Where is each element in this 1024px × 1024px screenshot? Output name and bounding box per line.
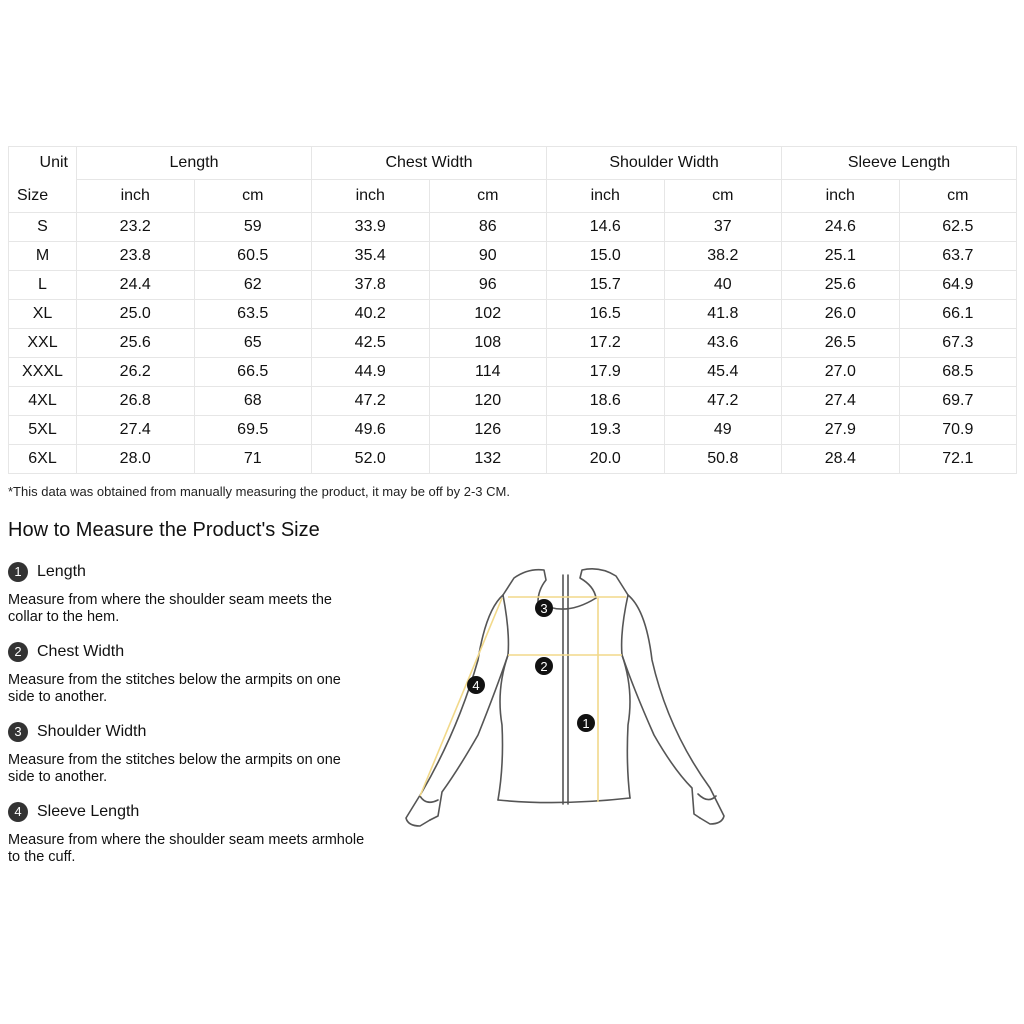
value-cell: 69.5 (194, 416, 312, 445)
table-row (9, 416, 1017, 445)
measure-lines (420, 597, 626, 802)
size-cell: XL (9, 300, 77, 329)
value-cell: 63.7 (899, 242, 1017, 271)
value-cell: 24.6 (782, 213, 900, 242)
value-cell: 26.8 (77, 387, 195, 416)
value-cell: 14.6 (547, 213, 665, 242)
value-cell: 43.6 (664, 329, 782, 358)
size-cell: 4XL (9, 387, 77, 416)
value-cell: 96 (429, 271, 547, 300)
value-cell: 17.9 (547, 358, 665, 387)
value-cell: 70.9 (899, 416, 1017, 445)
step-description: Measure from where the shoulder seam meets armhole to the cuff. (8, 832, 365, 865)
value-cell: 26.0 (782, 300, 900, 329)
value-cell: 65 (194, 329, 312, 358)
value-cell: 47.2 (664, 387, 782, 416)
size-cell: 6XL (9, 445, 77, 474)
value-cell: 49 (664, 416, 782, 445)
value-cell: 108 (429, 329, 547, 358)
table-row (9, 213, 1017, 242)
howto-title: How to Measure the Product's Size (8, 519, 320, 541)
hem (498, 798, 630, 803)
size-cell: 5XL (9, 416, 77, 445)
unit-header: inch (547, 180, 665, 213)
value-cell: 63.5 (194, 300, 312, 329)
value-cell: 102 (429, 300, 547, 329)
value-cell: 27.4 (782, 387, 900, 416)
step-title: Chest Width (37, 643, 125, 660)
unit-label: Unit (39, 154, 68, 171)
value-cell: 33.9 (312, 213, 430, 242)
size-cell: L (9, 271, 77, 300)
value-cell: 52.0 (312, 445, 430, 474)
value-cell: 62 (194, 271, 312, 300)
value-cell: 66.1 (899, 300, 1017, 329)
unit-header: inch (312, 180, 430, 213)
group-header-sleeve-length: Sleeve Length (782, 147, 1017, 180)
value-cell: 25.0 (77, 300, 195, 329)
table-row (9, 358, 1017, 387)
size-cell: XXXL (9, 358, 77, 387)
unit-header: cm (899, 180, 1017, 213)
value-cell: 26.2 (77, 358, 195, 387)
jacket-diagram (398, 560, 738, 840)
table-row (9, 445, 1017, 474)
step-chest-width (8, 640, 368, 706)
value-cell: 17.2 (547, 329, 665, 358)
step-header (8, 640, 368, 664)
group-header-shoulder-width: Shoulder Width (547, 147, 782, 180)
value-cell: 60.5 (194, 242, 312, 271)
value-cell: 90 (429, 242, 547, 271)
value-cell: 49.6 (312, 416, 430, 445)
value-cell: 15.0 (547, 242, 665, 271)
value-cell: 37 (664, 213, 782, 242)
value-cell: 50.8 (664, 445, 782, 474)
value-cell: 132 (429, 445, 547, 474)
unit-header: cm (664, 180, 782, 213)
value-cell: 23.2 (77, 213, 195, 242)
value-cell: 15.7 (547, 271, 665, 300)
step-number-badge: 1 (8, 562, 28, 582)
value-cell: 126 (429, 416, 547, 445)
table-row (9, 242, 1017, 271)
unit-header: cm (194, 180, 312, 213)
step-shoulder-width (8, 720, 368, 786)
value-cell: 28.0 (77, 445, 195, 474)
value-cell: 38.2 (664, 242, 782, 271)
value-cell: 68.5 (899, 358, 1017, 387)
step-number-badge: 4 (8, 802, 28, 822)
table-row (9, 271, 1017, 300)
value-cell: 71 (194, 445, 312, 474)
size-chart-table (8, 146, 1017, 474)
marker-number: 1 (582, 716, 590, 731)
value-cell: 27.4 (77, 416, 195, 445)
step-title: Sleeve Length (37, 803, 140, 820)
unit-header: inch (782, 180, 900, 213)
measurement-note: *This data was obtained from manually measuring the product, it may be off by 2-3 CM. (8, 484, 510, 499)
step-number-badge: 2 (8, 642, 28, 662)
value-cell: 41.8 (664, 300, 782, 329)
step-title: Shoulder Width (37, 723, 147, 740)
step-description: Measure from where the shoulder seam meets the collar to the hem. (8, 592, 332, 625)
value-cell: 40 (664, 271, 782, 300)
marker-number: 3 (540, 601, 548, 616)
value-cell: 27.0 (782, 358, 900, 387)
value-cell: 68 (194, 387, 312, 416)
size-cell: M (9, 242, 77, 271)
value-cell: 59 (194, 213, 312, 242)
step-length (8, 560, 368, 626)
value-cell: 16.5 (547, 300, 665, 329)
table-row (9, 387, 1017, 416)
body-left-side (498, 595, 508, 800)
value-cell: 25.6 (77, 329, 195, 358)
value-cell: 23.8 (77, 242, 195, 271)
table-body (9, 213, 1017, 474)
left-cuff-hole (420, 796, 438, 802)
value-cell: 25.1 (782, 242, 900, 271)
step-header (8, 800, 368, 824)
value-cell: 44.9 (312, 358, 430, 387)
step-description: Measure from the stitches below the armpits on one side to another. (8, 752, 341, 785)
group-header-chest-width: Chest Width (312, 147, 547, 180)
step-sleeve-length (8, 800, 368, 866)
marker-number: 2 (540, 659, 548, 674)
value-cell: 47.2 (312, 387, 430, 416)
table-row (9, 329, 1017, 358)
unit-header: inch (77, 180, 195, 213)
value-cell: 72.1 (899, 445, 1017, 474)
body-right-side (622, 595, 630, 798)
value-cell: 20.0 (547, 445, 665, 474)
step-header (8, 720, 368, 744)
value-cell: 62.5 (899, 213, 1017, 242)
jacket-outline (406, 569, 724, 826)
unit-header: cm (429, 180, 547, 213)
value-cell: 27.9 (782, 416, 900, 445)
value-cell: 67.3 (899, 329, 1017, 358)
group-header-length: Length (77, 147, 312, 180)
table-corner-cell (9, 147, 77, 213)
hood-right (580, 569, 628, 598)
step-header (8, 560, 368, 584)
value-cell: 26.5 (782, 329, 900, 358)
value-cell: 64.9 (899, 271, 1017, 300)
value-cell: 86 (429, 213, 547, 242)
value-cell: 28.4 (782, 445, 900, 474)
size-cell: S (9, 213, 77, 242)
value-cell: 40.2 (312, 300, 430, 329)
size-label: Size (17, 187, 49, 204)
value-cell: 45.4 (664, 358, 782, 387)
value-cell: 19.3 (547, 416, 665, 445)
value-cell: 35.4 (312, 242, 430, 271)
table-row (9, 300, 1017, 329)
value-cell: 66.5 (194, 358, 312, 387)
value-cell: 18.6 (547, 387, 665, 416)
value-cell: 114 (429, 358, 547, 387)
group-header-row (9, 147, 1017, 180)
value-cell: 69.7 (899, 387, 1017, 416)
value-cell: 24.4 (77, 271, 195, 300)
step-number-badge: 3 (8, 722, 28, 742)
value-cell: 37.8 (312, 271, 430, 300)
value-cell: 42.5 (312, 329, 430, 358)
sleeve-length-line (420, 598, 502, 796)
step-title: Length (37, 563, 86, 580)
size-cell: XXL (9, 329, 77, 358)
unit-header-row (9, 180, 1017, 213)
value-cell: 25.6 (782, 271, 900, 300)
marker-number: 4 (472, 678, 480, 693)
right-sleeve-inner (622, 655, 700, 818)
step-description: Measure from the stitches below the armpits on one side to another. (8, 672, 341, 705)
value-cell: 120 (429, 387, 547, 416)
